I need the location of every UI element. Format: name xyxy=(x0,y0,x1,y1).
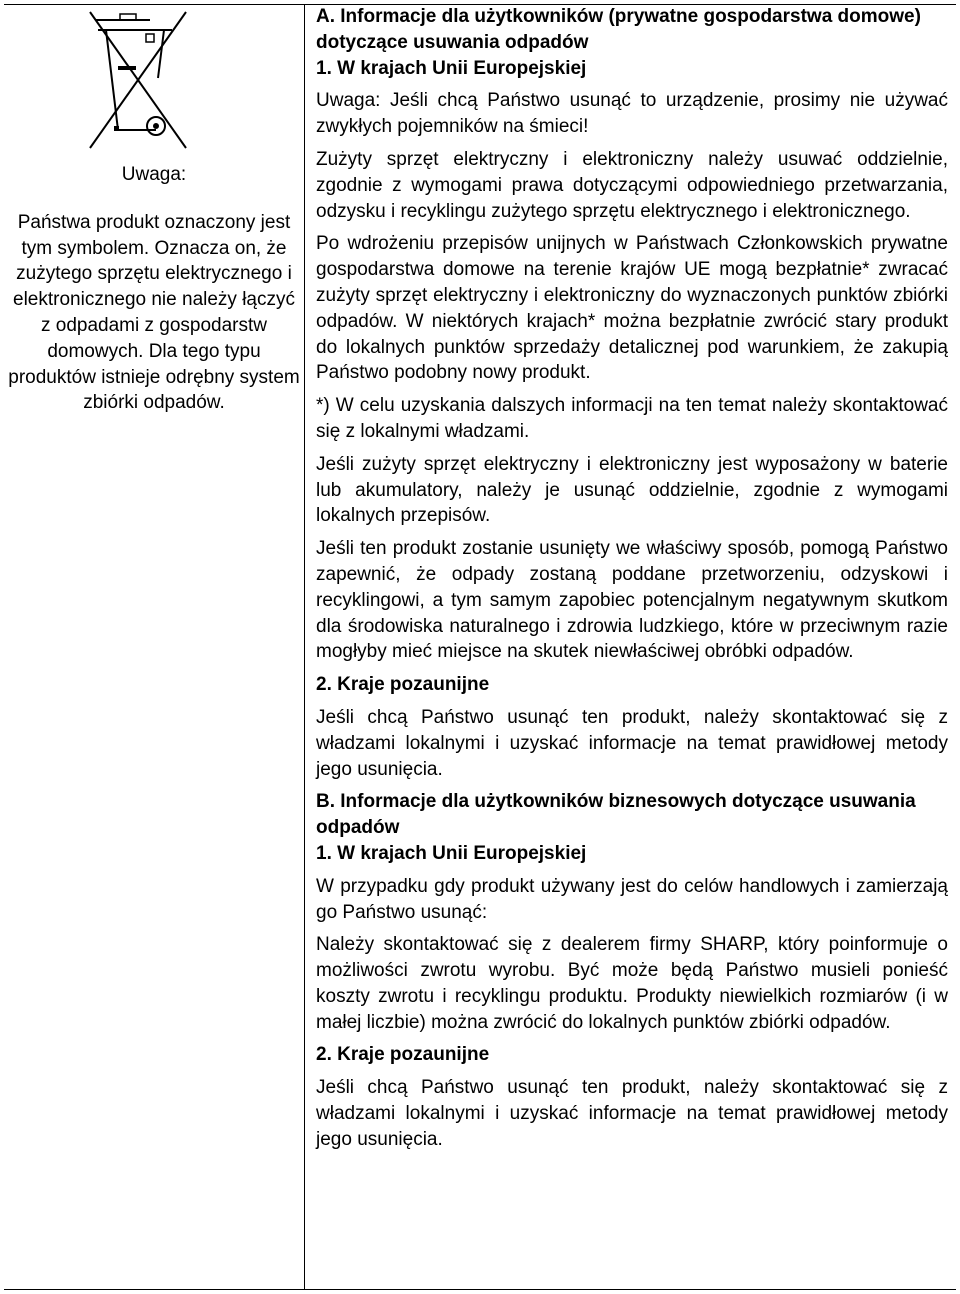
paragraph: *) W celu uzyskania dalszych informacji na ten temat należy skontaktować się z lokalnymi władzami. xyxy=(316,395,948,442)
paragraph: Po wdrożeniu przepisów unijnych w Państwach Członkowskich prywatne gospodarstwa domowe na terenie krajów UE mogą bezpłatnie* zwracać zużyty sprzęt elektryczny i elektroniczny do wyznaczonych punktów zbiórki odpadów. W niektórych krajach* można bezpłatnie zwrócić stary produkt do lokalnych punktów sprzedaży detalicznej pod warunkiem, że zakupią Państwo podobny nowy produkt. xyxy=(316,233,948,384)
column-divider xyxy=(304,4,305,1290)
section-a-non-eu-heading: 2. Kraje pozaunijne xyxy=(316,674,490,696)
section-b-heading: B. Informacje dla użytkowników biznesowych dotyczące usuwania odpadów xyxy=(316,791,916,839)
notice-title: Uwaga: xyxy=(121,164,187,185)
section-b-eu-heading: 1. W krajach Unii Europejskiej xyxy=(316,842,587,864)
section-a-eu-heading: 1. W krajach Unii Europejskiej xyxy=(316,57,587,79)
section-b-non-eu-heading: 2. Kraje pozaunijne xyxy=(316,1044,490,1066)
notice-text: Państwa produkt oznaczony jest tym symbolem. Oznacza on, że zużytego sprzętu elektrycznego i elektronicznego nie należy łączyć z odpadami z gospodarstw domowych. Dla tego typu produktów istnieje odrębny system zbiórki odpadów. xyxy=(8,211,300,414)
crossed-out-wheeled-bin-icon xyxy=(74,8,234,158)
paragraph: Jeśli chcą Państwo usunąć ten produkt, należy skontaktować się z władzami lokalnymi i uzyskać informacje na temat prawidłowej metody jego usunięcia. xyxy=(316,1077,948,1150)
paragraph: Jeśli chcą Państwo usunąć ten produkt, należy skontaktować się z władzami lokalnymi i uzyskać informacje na temat prawidłowej metody jego usunięcia. xyxy=(316,706,948,780)
paragraph: Jeśli zużyty sprzęt elektryczny i elektroniczny jest wyposażony w baterie lub akumulatory, należy je usunąć oddzielnie, zgodnie z wymogami lokalnych przepisów. xyxy=(316,453,948,527)
paragraph: W przypadku gdy produkt używany jest do celów handlowych i zamierzają go Państwo usunąć: xyxy=(316,875,948,923)
paragraph: Należy skontaktować się z dealerem firmy SHARP, który poinformuje o możliwości zwrotu wyrobu. Być może będą Państwo musieli ponieść koszty zwrotu i recyklingu produktu. Produkty niewielkich rozmiarów (i w małej liczbie) można zwrócić do lokalnych punktów zbiórki odpadów. xyxy=(316,934,948,1033)
left-panel xyxy=(6,6,302,416)
paragraph: Uwaga: Jeśli chcą Państwo usunąć to urządzenie, prosimy nie używać zwykłych pojemników na śmieci! xyxy=(316,90,948,138)
section-a-heading: A. Informacje dla użytkowników (prywatne gospodarstwa domowe) dotyczące usuwania odpadów xyxy=(316,6,921,53)
paragraph: Jeśli ten produkt zostanie usunięty we właściwy sposób, pomogą Państwo zapewnić, że odpady zostaną poddane przetworzeniu, odzyskowi i recyklingowi, a tym samym zapobiec potencjalnym negatywnym skutkom dla środowiska naturalnego i zdrowia ludzkiego, które w przeciwnym razie mogłyby mieć miejsce na skutek niewłaściwej obróbki odpadów. xyxy=(316,538,948,663)
paragraph: Zużyty sprzęt elektryczny i elektroniczny należy usuwać oddzielnie, zgodnie z wymogami prawa dotyczącymi odpowiedniego przetwarzania, odzysku i recyklingu zużytego sprzętu elektrycznego i elektronicznego. xyxy=(316,148,948,222)
right-panel xyxy=(316,4,948,1160)
